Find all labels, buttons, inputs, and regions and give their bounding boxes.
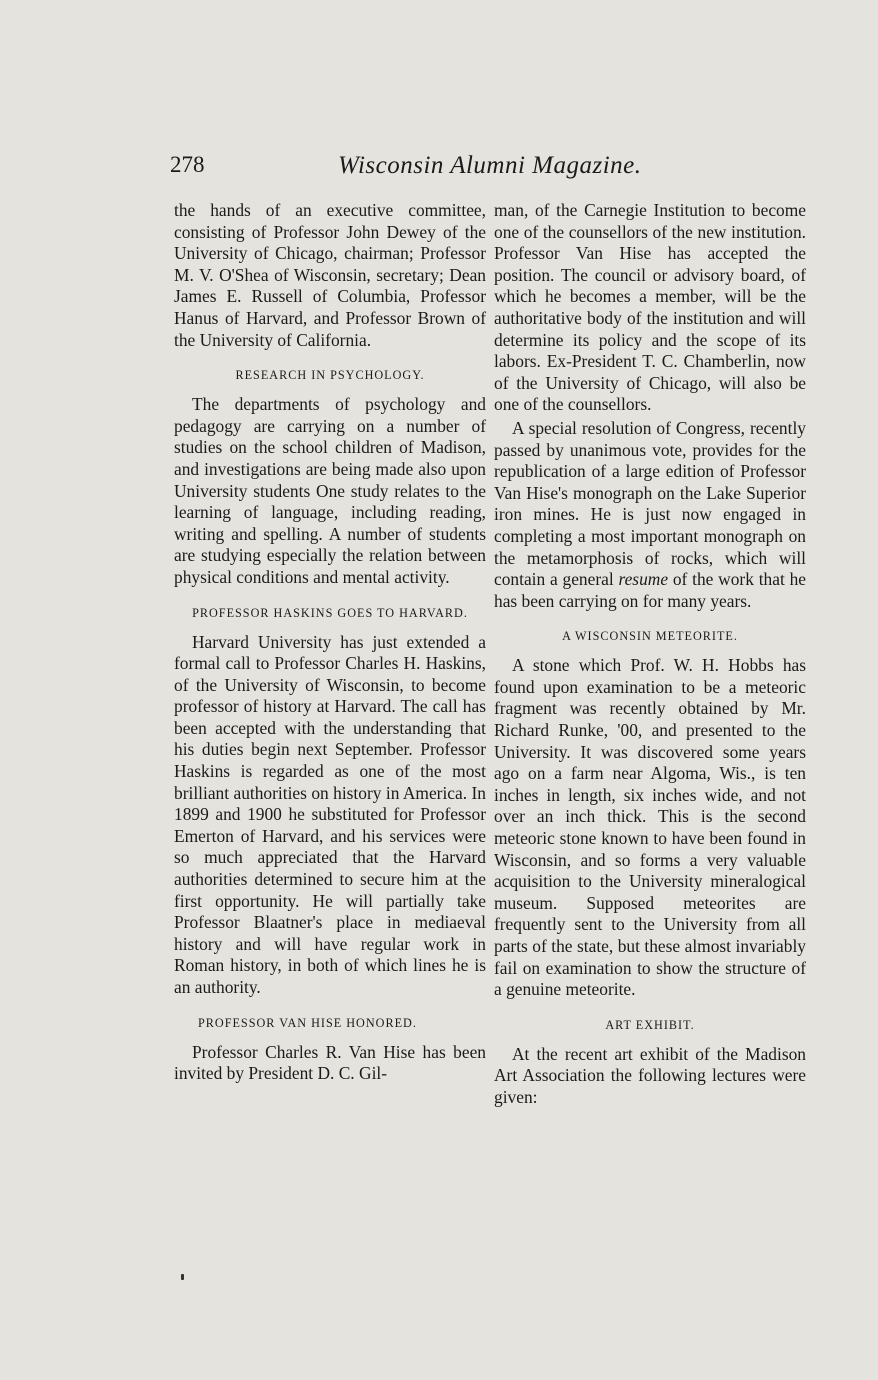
right-column: [494, 200, 806, 1109]
left-column: [174, 200, 486, 1085]
congress-text-start: A special resolution of Congress, recently passed by unanimous vote, provides for the republication of a large edition of Professor Van Hise's monograph on the Lake Superior iron mines. He is just now engaged in completing a most important monograph on the metamorphosis of rocks, which will contain a general: [494, 417, 806, 590]
congress-text-end: of the work that he has been carrying on for many years.: [494, 569, 807, 611]
paragraph-art-exhibit: At the recent art exhibit of the Madison Art Association the following lectures were given:: [494, 1043, 806, 1107]
paragraph-haskins: Harvard University has just extended a formal call to Professor Charles H. Haskins, of the University of Wisconsin, to become professor of history at Harvard. The call has been accepted with the understanding that his duties begin next September. Professor Haskins is regarded as one of the most brilliant authorities on history in America. In 1899 and 1900 he substituted for Professor Emerton of Harvard, and his services were so much appreciated that the Harvard authorities determined to secure him at the first opportunity. He will partially take Professor Blaatner's place in mediaeval history and will have regular work in Roman history, in both of which lines he is an authority.: [174, 631, 486, 997]
heading-research-in-psychology: RESEARCH IN PSYCHOLOGY.: [235, 368, 425, 383]
heading-wisconsin-meteorite: A WISCONSIN METEORITE.: [562, 629, 738, 644]
page-number: 278: [170, 152, 205, 177]
paragraph-congress-resolution: [494, 418, 806, 612]
paragraph-carnegie: man, of the Carnegie Institution to become one of the counsellors of the new institution. Professor Van Hise has accepted the position. The council or advisory board, of which he becomes a member, will be the authoritative body of the institution and will determine its policy and the scope of its labors. Ex-President T. C. Chamberlin, now of the University of Chicago, will also be one of the counsellors.: [494, 200, 806, 415]
paragraph-van-hise: Professor Charles R. Van Hise has been invited by President D. C. Gil-: [174, 1041, 486, 1084]
paragraph-meteorite: A stone which Prof. W. H. Hobbs has found upon examination to be a meteoric fragment was recently obtained by Mr. Richard Runke, '00, and presented to the University. It was discovered some years ago on a farm near Algoma, Wis., is ten inches in length, six inches wide, and not over an inch thick. This is the second meteoric stone known to have been found in Wisconsin, and so forms a very valuable acquisition to the University mineralogical museum. Supposed meteorites are frequently sent to the University from all parts of the state, but these almost invariably fail on examination to show the structure of a genuine meteorite.: [494, 655, 806, 1000]
paragraph-committee: the hands of an executive committee, consisting of Professor John Dewey of the University of Chicago, chairman; Professor M. V. O'Shea of Wisconsin, secretary; Dean James E. Russell of Columbia, Professor Hanus of Harvard, and Professor Brown of the University of California.: [174, 200, 486, 350]
running-title: Wisconsin Alumni Magazine.: [338, 152, 642, 179]
italic-resume: resume: [618, 569, 669, 590]
ink-speck: [181, 1274, 184, 1280]
heading-haskins: PROFESSOR HASKINS GOES TO HARVARD.: [192, 605, 468, 620]
page-header: [170, 152, 810, 186]
heading-art-exhibit: ART EXHIBIT.: [605, 1017, 695, 1032]
paragraph-research: The departments of psychology and pedagogy are carrying on a number of studies on the school children of Madison, and investigations are being made also upon University students One study relates to the learning of language, including reading, writing and spelling. A number of students are studying especially the relation between physical conditions and mental activity.: [174, 394, 486, 587]
heading-van-hise-honored: PROFESSOR VAN HISE HONORED.: [198, 1015, 417, 1030]
